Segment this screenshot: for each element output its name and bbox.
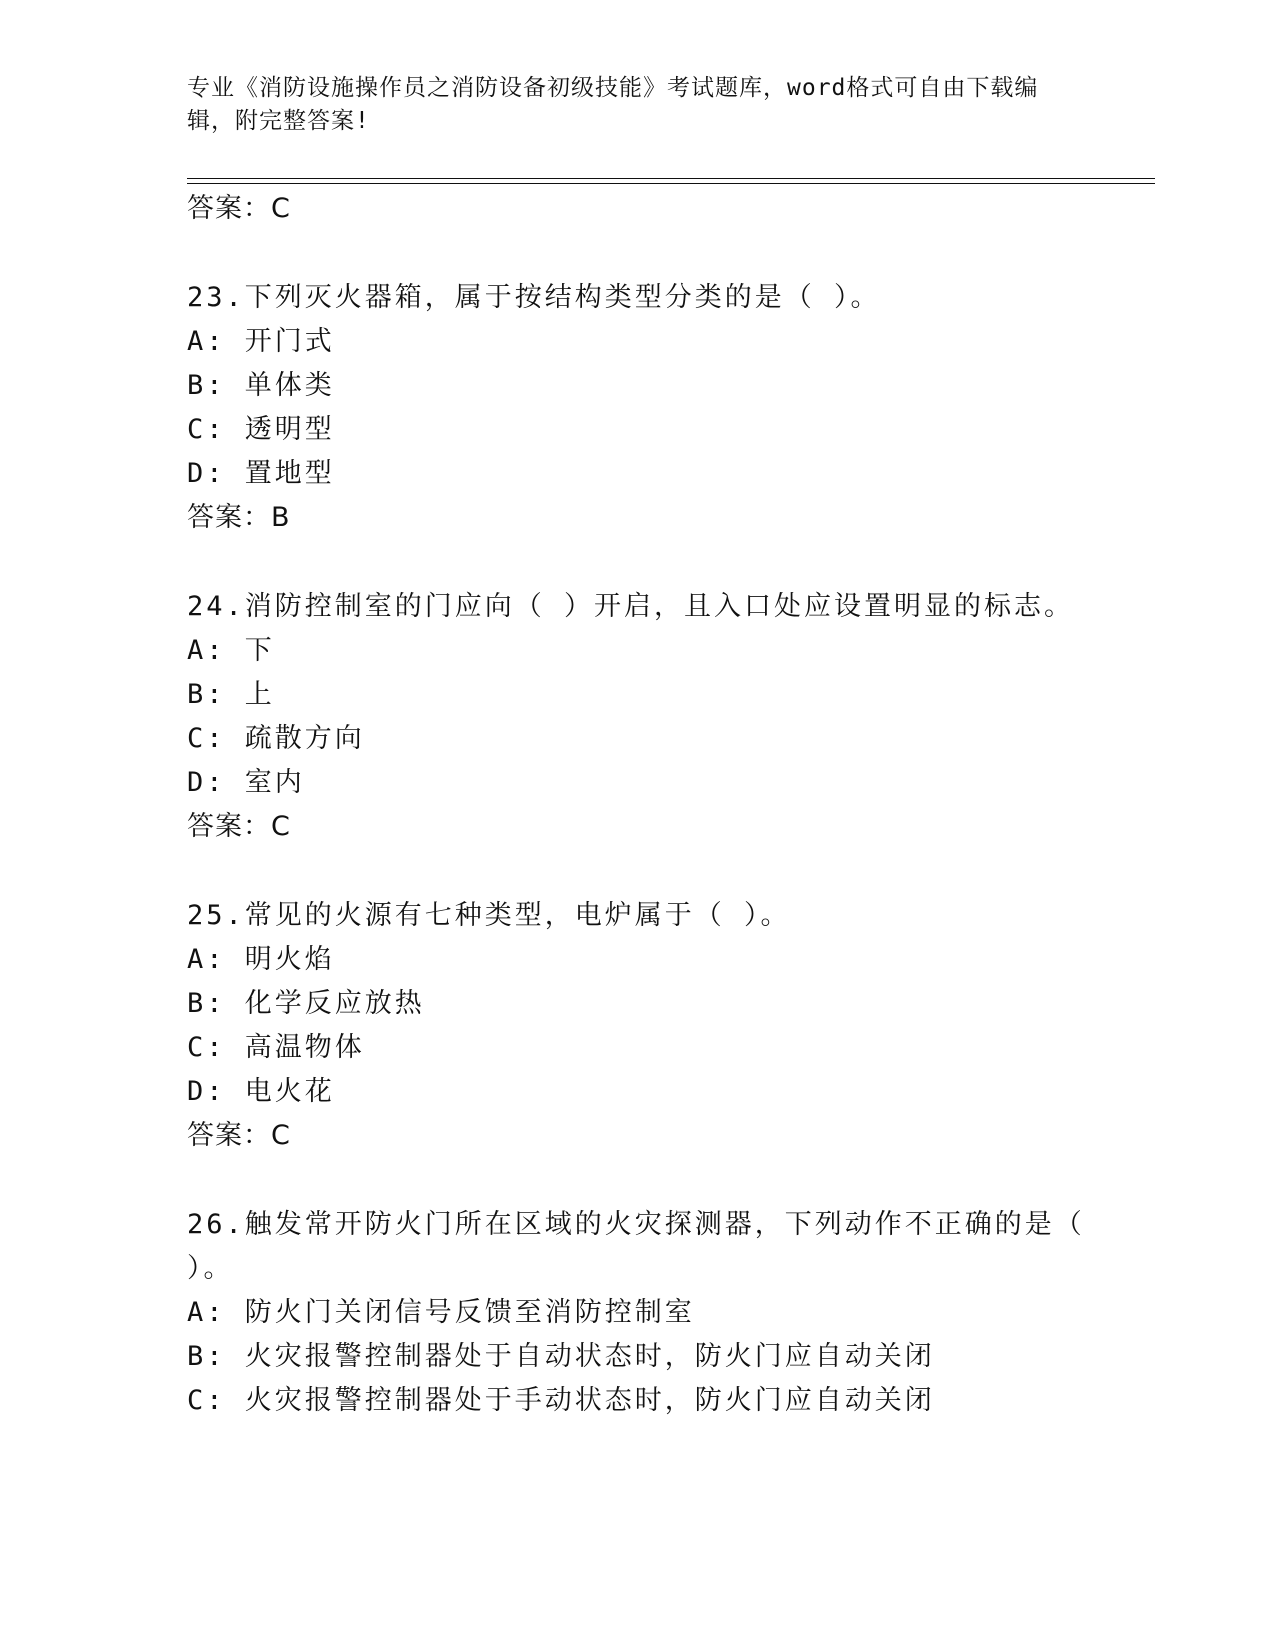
question-23-stem: 23.下列灭火器箱，属于按结构类型分类的是（ ）。 (187, 282, 881, 313)
question-26-option-a: A: 防火门关闭信号反馈至消防控制室 (187, 1297, 695, 1328)
header-line-1: 专业《消防设施操作员之消防设备初级技能》考试题库，word格式可自由下载编 (187, 75, 1039, 101)
question-23-option-b: B: 单体类 (187, 370, 335, 401)
question-24-stem: 24.消防控制室的门应向（ ）开启，且入口处应设置明显的标志。 (187, 591, 1075, 622)
question-24-option-c: C: 疏散方向 (187, 723, 365, 754)
question-24-answer: 答案：C (187, 811, 291, 842)
question-25-stem: 25.常见的火源有七种类型，电炉属于（ ）。 (187, 900, 791, 931)
header-rule-bottom (187, 183, 1155, 184)
question-23-option-d: D: 置地型 (187, 458, 335, 489)
question-24-option-b: B: 上 (187, 679, 275, 710)
question-25-option-b: B: 化学反应放热 (187, 988, 425, 1019)
header-line-2: 辑，附完整答案! (187, 108, 370, 134)
header-rule-top (187, 178, 1155, 179)
question-26-option-b: B: 火灾报警控制器处于自动状态时，防火门应自动关闭 (187, 1341, 935, 1372)
previous-answer: 答案：C (187, 193, 291, 224)
question-23-option-a: A: 开门式 (187, 326, 335, 357)
question-24-option-d: D: 室内 (187, 767, 305, 798)
document-header (187, 72, 1087, 138)
question-23-answer: 答案：B (187, 502, 291, 533)
question-25-option-c: C: 高温物体 (187, 1032, 365, 1063)
question-25-option-d: D: 电火花 (187, 1076, 335, 1107)
question-26-stem-line-2: ）。 (187, 1253, 234, 1284)
question-24-option-a: A: 下 (187, 635, 275, 666)
question-26-stem-line-1: 26.触发常开防火门所在区域的火灾探测器，下列动作不正确的是（ (187, 1209, 1085, 1240)
question-26-option-c: C: 火灾报警控制器处于手动状态时，防火门应自动关闭 (187, 1385, 935, 1416)
question-23-option-c: C: 透明型 (187, 414, 335, 445)
question-25-answer: 答案：C (187, 1120, 291, 1151)
question-25-option-a: A: 明火焰 (187, 944, 335, 975)
